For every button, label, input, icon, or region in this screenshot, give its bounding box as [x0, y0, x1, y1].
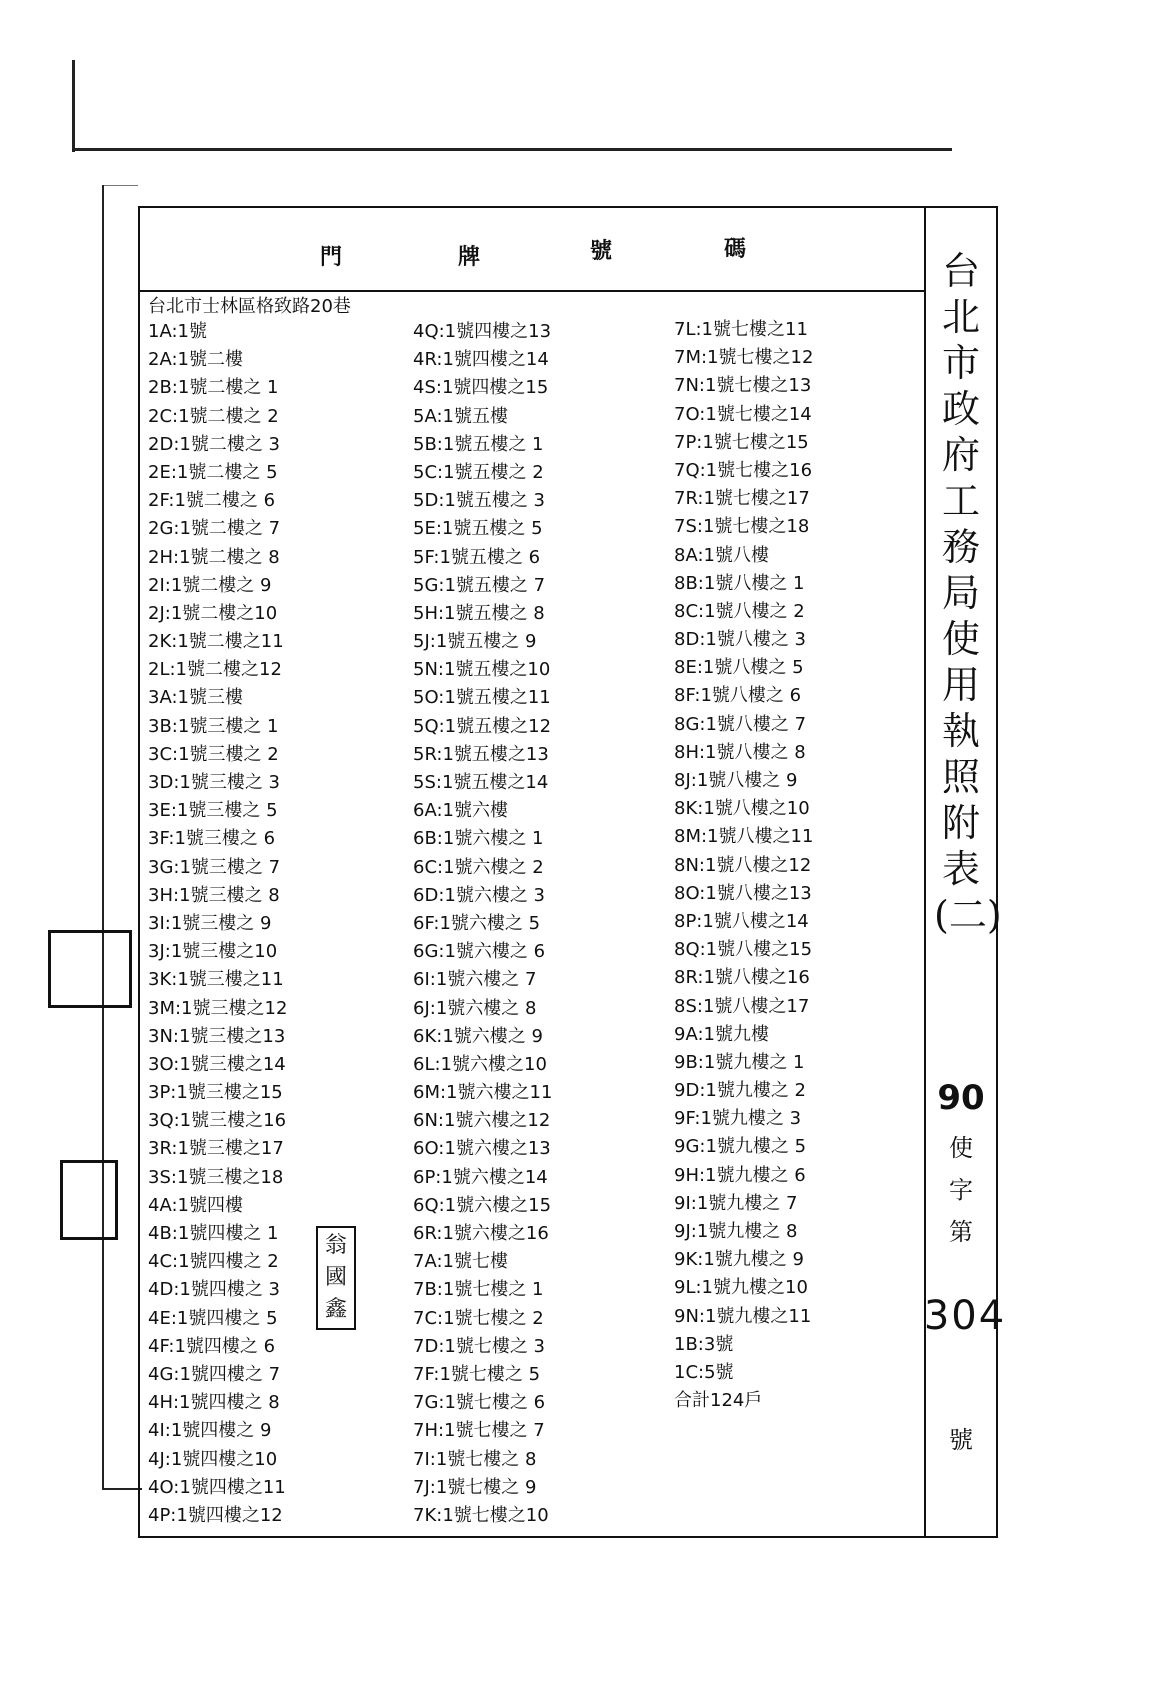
address-entry: 2G:1號二樓之 7 [148, 518, 281, 540]
address-entry: 7F:1號七樓之 5 [413, 1363, 541, 1385]
address-entry: 1C:5號 [674, 1361, 734, 1383]
address-entry: 5J:1號五樓之 9 [413, 631, 537, 653]
title-char: 使 [941, 617, 980, 661]
address-entry: 6M:1號六樓之11 [413, 1082, 553, 1104]
title-char: 局 [941, 571, 980, 615]
street-name: 台北市士林區格致路20巷 [148, 296, 351, 317]
address-entry: 5E:1號五樓之 5 [413, 518, 543, 540]
address-entry: 9J:1號九樓之 8 [674, 1221, 798, 1242]
address-entry: 9H:1號九樓之 6 [674, 1164, 806, 1186]
permit-char-zi: 字 [949, 1176, 973, 1204]
seal-char-2: 國 [324, 1265, 347, 1290]
address-entry: 7O:1號七樓之14 [674, 403, 812, 425]
address-entry: 8J:1號八樓之 9 [674, 770, 798, 791]
address-entry: 8O:1號八樓之13 [674, 882, 812, 904]
address-entry: 9F:1號九樓之 3 [674, 1108, 802, 1130]
address-entry: 8D:1號八樓之 3 [674, 629, 807, 651]
address-entry: 3P:1號三樓之15 [148, 1082, 283, 1104]
address-entry: 7I:1號七樓之 8 [413, 1448, 537, 1470]
address-entry: 4C:1號四樓之 2 [148, 1251, 279, 1273]
address-entry: 5H:1號五樓之 8 [413, 602, 545, 624]
address-entry: 3B:1號三樓之 1 [148, 715, 279, 737]
address-entry: 5C:1號五樓之 2 [413, 461, 544, 483]
address-entry: 8H:1號八樓之 8 [674, 741, 806, 763]
permit-char-shi: 使 [949, 1134, 973, 1162]
address-entry: 8A:1號八樓 [674, 544, 769, 566]
address-entry: 6A:1號六樓 [413, 800, 508, 822]
address-entry: 5Q:1號五樓之12 [413, 715, 552, 737]
vertical-title [934, 248, 1002, 938]
address-entry: 4D:1號四樓之 3 [148, 1279, 281, 1301]
address-entry: 3G:1號三樓之 7 [148, 856, 281, 878]
address-entry: 2H:1號二樓之 8 [148, 546, 280, 568]
address-entry: 6R:1號六樓之16 [413, 1223, 549, 1244]
address-entry: 5B:1號五樓之 1 [413, 433, 544, 455]
address-content [148, 296, 918, 1526]
address-entry: 9K:1號九樓之 9 [674, 1249, 804, 1271]
scan-edge-inner [104, 185, 138, 186]
address-entry: 8R:1號八樓之16 [674, 967, 810, 989]
address-entry: 7N:1號七樓之13 [674, 375, 812, 397]
address-entry: 7A:1號七樓 [413, 1251, 508, 1273]
title-char: 表 [941, 847, 980, 891]
address-entry: 6C:1號六樓之 2 [413, 856, 544, 878]
address-entry: 1B:3號 [674, 1333, 734, 1355]
scan-edge-left [72, 60, 75, 152]
address-entry: 9L:1號九樓之10 [674, 1277, 808, 1299]
permit-char-di: 第 [949, 1218, 973, 1246]
address-entry: 5R:1號五樓之13 [413, 743, 549, 765]
address-entry: 5D:1號五樓之 3 [413, 490, 546, 512]
address-entry: 3A:1號三樓 [148, 687, 243, 709]
address-entry: 7R:1號七樓之17 [674, 488, 810, 510]
address-entry: 4P:1號四樓之12 [148, 1504, 283, 1526]
title-char: 附 [941, 801, 980, 845]
header-label-ma: 碼 [724, 237, 747, 262]
permit-suffix: 號 [949, 1426, 973, 1454]
address-entry: 5A:1號五樓 [413, 405, 508, 427]
address-entry: 6D:1號六樓之 3 [413, 884, 546, 906]
title-char: 工 [941, 479, 980, 523]
address-entry: 7H:1號七樓之 7 [413, 1420, 545, 1442]
address-entry: 7Q:1號七樓之16 [674, 459, 813, 481]
address-entry: 4Q:1號四樓之13 [413, 321, 552, 342]
address-entry: 3C:1號三樓之 2 [148, 743, 279, 765]
address-entry: 4J:1號四樓之10 [148, 1448, 278, 1470]
title-char: 政 [941, 387, 980, 431]
address-entry: 4R:1號四樓之14 [413, 349, 549, 371]
title-char: 執 [941, 709, 980, 753]
address-entry: 8G:1號八樓之 7 [674, 713, 807, 735]
address-entry: 6F:1號六樓之 5 [413, 912, 541, 934]
address-entry: 8K:1號八樓之10 [674, 798, 810, 820]
address-entry: 6O:1號六樓之13 [413, 1138, 551, 1160]
address-entry: 2L:1號二樓之12 [148, 659, 282, 681]
address-entry: 6K:1號六樓之 9 [413, 1025, 543, 1047]
address-entry: 3N:1號三樓之13 [148, 1025, 286, 1047]
address-entry: 8N:1號八樓之12 [674, 854, 812, 876]
address-entry: 2F:1號二樓之 6 [148, 490, 276, 512]
address-column-2 [413, 318, 552, 1530]
address-entry: 2K:1號二樓之11 [148, 631, 284, 653]
address-entry: 4O:1號四樓之11 [148, 1476, 286, 1498]
address-entry: 3H:1號三樓之 8 [148, 884, 280, 906]
address-entry: 3K:1號三樓之11 [148, 969, 284, 991]
address-entry: 8S:1號八樓之17 [674, 995, 810, 1017]
address-entry: 合計124戶 [674, 1390, 763, 1412]
partial-stamp-left-2 [60, 1160, 118, 1240]
address-entry: 9I:1號九樓之 7 [674, 1192, 798, 1214]
address-entry: 6B:1號六樓之 1 [413, 828, 544, 850]
scan-edge-foot [102, 1488, 142, 1490]
address-entry: 2C:1號二樓之 2 [148, 405, 279, 427]
address-entry: 5G:1號五樓之 7 [413, 574, 546, 596]
address-entry: 6I:1號六樓之 7 [413, 969, 537, 991]
address-list-3 [674, 316, 813, 1415]
address-entry: 3I:1號三樓之 9 [148, 912, 272, 934]
title-char: (二) [934, 893, 1002, 937]
address-entry: 7J:1號七樓之 9 [413, 1476, 537, 1498]
address-entry: 3Q:1號三樓之16 [148, 1110, 287, 1132]
address-entry: 6G:1號六樓之 6 [413, 941, 546, 963]
address-entry: 4H:1號四樓之 8 [148, 1392, 280, 1414]
address-entry: 4I:1號四樓之 9 [148, 1420, 272, 1442]
address-entry: 2B:1號二樓之 1 [148, 377, 279, 399]
header-label-men: 門 [320, 245, 343, 270]
partial-stamp-left-1 [48, 930, 132, 1008]
address-entry: 7D:1號七樓之 3 [413, 1335, 546, 1357]
address-list-1 [148, 318, 351, 1530]
address-entry: 8F:1號八樓之 6 [674, 685, 802, 707]
seal-stamp [316, 1226, 356, 1330]
address-entry: 6N:1號六樓之12 [413, 1110, 551, 1132]
address-entry: 5O:1號五樓之11 [413, 687, 551, 709]
address-entry: 7M:1號七樓之12 [674, 347, 814, 369]
address-entry: 4F:1號四樓之 6 [148, 1335, 276, 1357]
seal-char-1: 翁 [324, 1233, 347, 1258]
address-entry: 3J:1號三樓之10 [148, 941, 278, 963]
address-entry: 6P:1號六樓之14 [413, 1166, 548, 1188]
address-entry: 4S:1號四樓之15 [413, 377, 549, 399]
address-entry: 8Q:1號八樓之15 [674, 939, 813, 961]
address-entry: 7S:1號七樓之18 [674, 516, 810, 538]
header-label-pai: 牌 [458, 245, 481, 270]
address-entry: 1A:1號 [148, 321, 207, 342]
table-header [140, 208, 926, 292]
address-entry: 6J:1號六樓之 8 [413, 997, 537, 1019]
address-entry: 9B:1號九樓之 1 [674, 1051, 805, 1073]
address-entry: 4B:1號四樓之 1 [148, 1223, 279, 1244]
address-entry: 2A:1號二樓 [148, 349, 243, 371]
address-entry: 7B:1號七樓之 1 [413, 1279, 544, 1301]
title-char: 用 [941, 663, 980, 707]
address-entry: 8C:1號八樓之 2 [674, 600, 805, 622]
address-entry: 4E:1號四樓之 5 [148, 1307, 278, 1329]
side-column [923, 208, 1007, 1536]
title-char: 照 [941, 755, 980, 799]
address-entry: 3F:1號三樓之 6 [148, 828, 276, 850]
address-entry: 7G:1號七樓之 6 [413, 1392, 546, 1414]
address-column-1 [148, 296, 351, 1530]
address-entry: 7K:1號七樓之10 [413, 1504, 549, 1526]
address-entry: 9N:1號九樓之11 [674, 1305, 812, 1327]
header-label-hao: 號 [590, 239, 613, 264]
title-char: 台 [941, 249, 980, 293]
address-entry: 8B:1號八樓之 1 [674, 572, 805, 594]
address-entry: 3S:1號三樓之18 [148, 1166, 284, 1188]
address-entry: 3M:1號三樓之12 [148, 997, 288, 1019]
address-entry: 6Q:1號六樓之15 [413, 1194, 552, 1216]
address-table [138, 206, 1007, 1538]
address-entry: 2D:1號二樓之 3 [148, 433, 281, 455]
seal-char-3: 鑫 [324, 1297, 347, 1322]
address-entry: 5N:1號五樓之10 [413, 659, 551, 681]
address-entry: 5F:1號五樓之 6 [413, 546, 541, 568]
title-char: 北 [941, 295, 980, 339]
address-entry: 9A:1號九樓 [674, 1023, 769, 1045]
address-entry: 7L:1號七樓之11 [674, 319, 808, 340]
address-entry: 3E:1號三樓之 5 [148, 800, 278, 822]
address-entry: 2J:1號二樓之10 [148, 602, 278, 624]
address-column-3 [674, 316, 813, 1415]
permit-year: 90 [937, 1078, 985, 1118]
scan-edge-left-lower [102, 185, 104, 1490]
address-entry: 7P:1號七樓之15 [674, 431, 809, 453]
address-entry: 3D:1號三樓之 3 [148, 772, 281, 793]
address-entry: 9D:1號九樓之 2 [674, 1080, 807, 1102]
address-entry: 2I:1號二樓之 9 [148, 574, 272, 596]
scan-edge-top [72, 148, 952, 151]
address-entry: 8M:1號八樓之11 [674, 826, 814, 848]
address-entry: 5S:1號五樓之14 [413, 772, 549, 793]
title-char: 府 [941, 433, 980, 477]
address-entry: 6L:1號六樓之10 [413, 1053, 547, 1075]
title-char: 務 [941, 525, 980, 569]
address-entry: 8P:1號八樓之14 [674, 910, 809, 932]
address-entry: 4G:1號四樓之 7 [148, 1363, 281, 1385]
address-entry: 7C:1號七樓之 2 [413, 1307, 544, 1329]
permit-number: 304 [923, 1293, 1007, 1339]
address-entry: 3O:1號三樓之14 [148, 1053, 286, 1075]
address-entry: 3R:1號三樓之17 [148, 1138, 284, 1160]
address-entry: 2E:1號二樓之 5 [148, 461, 278, 483]
address-entry: 8E:1號八樓之 5 [674, 657, 804, 679]
address-list-2 [413, 318, 552, 1530]
address-entry: 9G:1號九樓之 5 [674, 1136, 807, 1158]
title-char: 市 [941, 341, 980, 385]
address-entry: 4A:1號四樓 [148, 1194, 243, 1216]
